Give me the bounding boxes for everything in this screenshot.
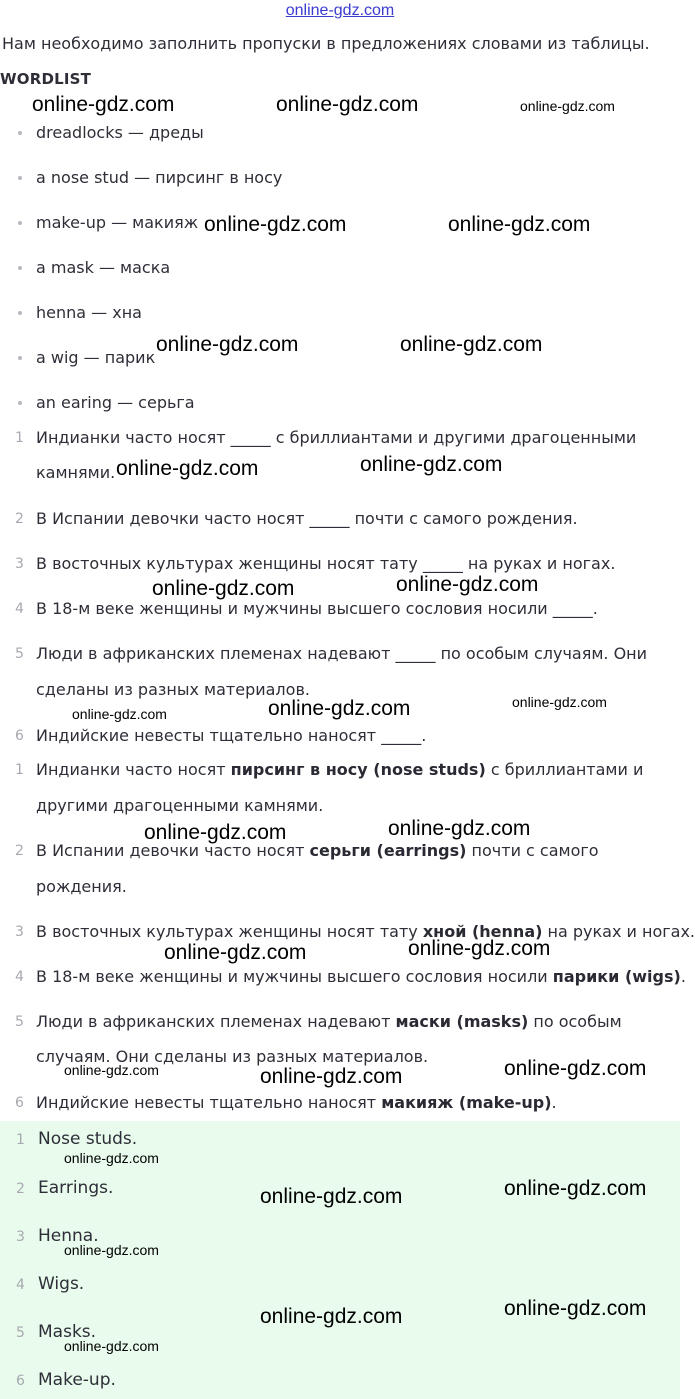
watermark: online-gdz.com (64, 1242, 159, 1258)
bullet-icon (18, 401, 22, 405)
watermark: online-gdz.com (32, 93, 175, 116)
watermark: online-gdz.com (512, 694, 607, 710)
filled-line: другими драгоценными камнями. (36, 796, 324, 815)
exercise-line: В восточных культурах женщины носят тату _____ на руках и ногах. (36, 554, 616, 573)
item-number: 2 (15, 511, 24, 527)
watermark: online-gdz.com (260, 1065, 403, 1088)
bullet-icon (18, 131, 22, 135)
watermark: online-gdz.com (204, 213, 347, 236)
watermark: online-gdz.com (64, 1062, 159, 1078)
exercise-line: В Испании девочки часто носят _____ почти с самого рождения. (36, 509, 578, 528)
filled-line: В 18-м веке женщины и мужчины высшего сословия носили парики (wigs). (36, 967, 686, 986)
filled-line: Люди в африканских племенах надевают маски (masks) по особым (36, 1012, 622, 1031)
filled-line: Индианки часто носят пирсинг в носу (nose studs) с бриллиантами и (36, 760, 644, 779)
watermark: online-gdz.com (260, 1185, 403, 1208)
answer-text: Wigs. (38, 1274, 85, 1294)
answer-number: 4 (16, 1277, 25, 1293)
exercise-line: В 18-м веке женщины и мужчины высшего сословия носили _____. (36, 599, 598, 618)
watermark: online-gdz.com (164, 941, 307, 964)
watermark: online-gdz.com (276, 93, 419, 116)
answer-text: Earrings. (38, 1178, 114, 1198)
watermark: online-gdz.com (360, 453, 503, 476)
wordlist-item-text: a wig — парик (36, 348, 156, 367)
exercise-line: Люди в африканских племенах надевают _____ по особым случаям. Они (36, 644, 648, 663)
watermark: online-gdz.com (504, 1177, 647, 1200)
answer-number: 6 (16, 1373, 25, 1389)
answer-text: Henna. (38, 1226, 99, 1246)
item-number: 4 (15, 969, 24, 985)
answer-highlight: парики (wigs) (552, 967, 681, 986)
answer-highlight: серьги (earrings) (309, 841, 467, 860)
wordlist-item-text: an earing — серьга (36, 393, 195, 412)
filled-line: В восточных культурах женщины носят тату хной (henna) на руках и ногах. (36, 922, 695, 941)
answer-text: Nose studs. (38, 1129, 138, 1149)
answer-text: Make-up. (38, 1370, 116, 1390)
answer-number: 2 (16, 1181, 25, 1197)
exercise-line: камнями. (36, 463, 116, 482)
watermark: online-gdz.com (504, 1057, 647, 1080)
wordlist-title: WORDLIST (0, 70, 92, 88)
watermark: online-gdz.com (260, 1305, 403, 1328)
bullet-icon (18, 311, 22, 315)
answer-number: 5 (16, 1325, 25, 1341)
header-watermark: online-gdz.com (285, 2, 395, 19)
item-number: 6 (15, 728, 24, 744)
item-number: 5 (15, 1014, 24, 1030)
watermark: online-gdz.com (448, 213, 591, 236)
exercise-line: Индианки часто носят _____ с бриллиантами и другими драгоценными (36, 428, 637, 447)
answer-highlight: маски (masks) (395, 1012, 529, 1031)
watermark: online-gdz.com (64, 1150, 159, 1166)
wordlist-item-text: a mask — маска (36, 258, 171, 277)
item-number: 6 (15, 1095, 24, 1111)
answer-highlight: макияж (make-up) (381, 1093, 552, 1112)
watermark: online-gdz.com (64, 1338, 159, 1354)
bullet-icon (18, 356, 22, 360)
answer-text: Masks. (38, 1322, 97, 1342)
exercise-line: сделаны из разных материалов. (36, 680, 310, 699)
item-number: 3 (15, 924, 24, 940)
answer-highlight: хной (henna) (422, 922, 543, 941)
item-number: 5 (15, 646, 24, 662)
answer-number: 1 (16, 1132, 25, 1148)
bullet-icon (18, 221, 22, 225)
filled-line: рождения. (36, 877, 127, 896)
watermark: online-gdz.com (268, 697, 411, 720)
answer-highlight: пирсинг в носу (nose studs) (230, 760, 486, 779)
item-number: 1 (15, 430, 24, 446)
task-intro: Нам необходимо заполнить пропуски в предложениях словами из таблицы. (2, 34, 650, 53)
item-number: 3 (15, 556, 24, 572)
watermark: online-gdz.com (156, 333, 299, 356)
wordlist-item-text: make-up — макияж (36, 213, 199, 232)
filled-line: В Испании девочки часто носят серьги (earrings) почти с самого (36, 841, 599, 860)
watermark: online-gdz.com (116, 457, 259, 480)
watermark: online-gdz.com (520, 98, 615, 114)
wordlist-item-text: henna — хна (36, 303, 142, 322)
bullet-icon (18, 176, 22, 180)
watermark: online-gdz.com (72, 706, 167, 722)
watermark: online-gdz.com (400, 333, 543, 356)
item-number: 1 (15, 762, 24, 778)
wordlist-item-text: dreadlocks — дреды (36, 123, 204, 142)
watermark: online-gdz.com (144, 821, 287, 844)
watermark: online-gdz.com (396, 573, 539, 596)
exercise-line: Индийские невесты тщательно наносят _____. (36, 726, 427, 745)
answer-number: 3 (16, 1229, 25, 1245)
wordlist-item-text: a nose stud — пирсинг в носу (36, 168, 283, 187)
watermark: online-gdz.com (152, 577, 295, 600)
filled-line: Индийские невесты тщательно наносят макияж (make-up). (36, 1093, 557, 1112)
watermark: online-gdz.com (388, 817, 531, 840)
bullet-icon (18, 266, 22, 270)
watermark: online-gdz.com (408, 937, 551, 960)
item-number: 4 (15, 601, 24, 617)
item-number: 2 (15, 843, 24, 859)
watermark: online-gdz.com (504, 1297, 647, 1320)
filled-line: случаям. Они сделаны из разных материалов. (36, 1047, 429, 1066)
